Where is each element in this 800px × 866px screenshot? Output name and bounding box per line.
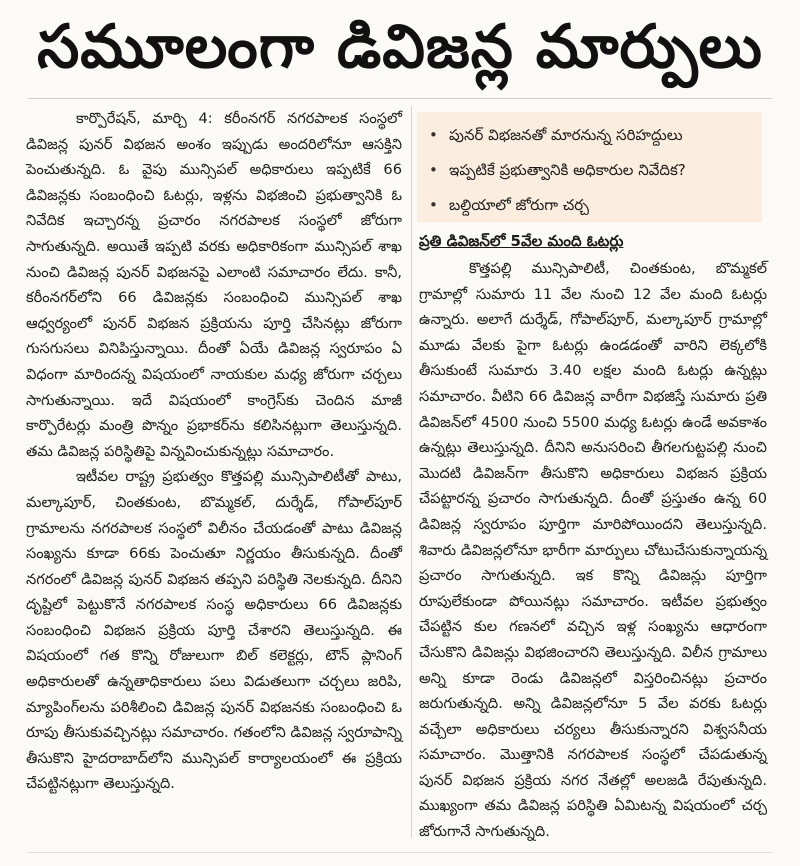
column-divider: [411, 106, 412, 838]
top-rule: [28, 98, 772, 99]
highlight-item: [425, 118, 754, 153]
highlights-box: [417, 112, 762, 222]
bullet-icon: •: [429, 161, 438, 179]
highlight-item: [425, 153, 754, 188]
article-paragraph: ఇటీవల రాష్ట్ర ప్రభుత్వం కొత్తపల్లి మున్సిపాలిటీతో పాటు, మల్కాపూర్, చింతకుంట, బొమ్మకల్, దుర్శేడ్, గోపాల్‌పూర్ గ్రామాలను నగరపాలక సంస్థలో విలీనం చేయడంతో పాటు డివిజన్ల సంఖ్యను కూడా 66కు పెంచుతూ నిర్ణయం తీసుకున్నది. దీంతో నగరంలో డివిజన్ల పునర్ విభజన తప్పని పరిస్థితి నెలకున్నది. దీనిని దృష్టిలో పెట్టుకొనే నగరపాలక సంస్థ అధికారులు 66 డివిజన్లకు సంబంధించి విభజన ప్రక్రియ పూర్తి చేశారని తెలుస్తున్నది. ఈ విషయంలో గత కొన్ని రోజులుగా బిల్ కలెక్టర్లు, టౌన్ ప్లానింగ్ అధికారులతో ఉన్నతాధికారులు పలు విడుతలుగా చర్చలు జరిపి, మ్యాపింగ్‌లను పరిశీలించి డివిజన్ల పునర్ విభజనకు సంబంధించి ఓ రూపు తీసుకువచ్చినట్లు సమాచారం. గతంలోని డివిజన్ల స్వరూపాన్ని తీసుకొని హైదరాబాద్‌లోని మున్సిపల్ కార్యాలయంలో ఈ ప్రక్రియ చేపట్టినట్లుగా తెలుస్తున్నది.: [26, 468, 402, 793]
headline: సమూలంగా డివిజన్ల మార్పులు: [37, 12, 763, 82]
highlight-text: బల్దియాలో జోరుగా చర్చ: [449, 196, 589, 214]
bullet-icon: •: [429, 196, 438, 214]
highlight-text: పునర్ విభజనతో మారనున్న సరిహద్దులు: [449, 126, 683, 144]
bullet-icon: •: [429, 126, 438, 144]
bottom-rule: [28, 852, 772, 853]
left-article-column: [26, 106, 402, 797]
highlights-list: [425, 118, 754, 223]
article-paragraph: కొత్తపల్లి మున్సిపాలిటీ, చింతకుంట, బొమ్మకల్ గ్రామాల్లో సుమారు 11 వేల నుంచి 12 వేల మంది ఓటర్లు ఉన్నారు. అలాగే దుర్శేడ్, గోపాల్‌పూర్, మల్కాపూర్ గ్రామాల్లో మూడు వేలకు పైగా ఓటర్లు ఉండడంతో వారిని లెక్కలోకి తీసుకుంటే సుమారు 3.40 లక్షల మంది ఓటర్లు ఉన్నట్లు సమాచారం. వీటిని 66 డివిజన్ల వారీగా విభజిస్తే సుమారు ప్రతి డివిజన్‌లో 4500 నుంచి 5500 మధ్య ఓటర్లు ఉండే అవకాశం ఉన్నట్లు తెలుస్తున్నది. దీనిని అనుసరించి తీగలగుట్టపల్లి నుంచి మొదటి డివిజన్‌గా తీసుకొని అధికారులు విభజన ప్రక్రియ చేపట్టారన్న ప్రచారం సాగుతున్నది. దీంతో ప్రస్తుతం ఉన్న 60 డివిజన్ల స్వరూపం పూర్తిగా మారిపోయిందని తెలుస్తున్నది. శివారు డివిజన్లలోనూ భారీగా మార్పులు చోటుచేసుకున్నాయన్న ప్రచారం సాగుతున్నది. ఇక కొన్ని డివిజన్లు పూర్తిగా రూపులేకుండా పోయినట్లు సమాచారం. ఇటీవల ప్రభుత్వం చేపట్టిన కుల గణనలో వచ్చిన ఇళ్ల సంఖ్యను ఆధారంగా చేసుకొని డివిజన్లు విభజించారని తెలుస్తున్నది. విలీన గ్రామాలు అన్ని కూడా రెండు డివిజన్లలో విస్తరించినట్లు ప్రచారం జరుగుతున్నది. అన్ని డివిజన్లలోనూ 5 వేల వరకు ఓటర్లు వచ్చేలా అధికారులు చర్యలు తీసుకున్నారని విశ్వసనీయ సమాచారం. మొత్తానికి నగరపాలక సంస్థలో చేపడుతున్న పునర్ విభజన ప్రక్రియ నగర నేతల్లో అలజడి రేపుతున్నది. ముఖ్యంగా తమ డివిజన్ల పరిస్థితి ఏమిటన్న విషయంలో చర్చ జోరుగానే సాగుతున్నది.: [419, 260, 767, 841]
article-paragraph: కార్పొరేషన్, మార్చి 4: కరీంనగర్ నగరపాలక సంస్థలో డివిజన్ల పునర్ విభజన అంశం ఇప్పుడు అందరిలోనూ ఆసక్తిని పెంచుతున్నది. ఓ వైపు మున్సిపల్ అధికారులు ఇప్పటికే 66 డివిజన్లకు సంబంధించి ఓటర్లు, ఇళ్లను విభజించి ప్రభుత్వానికి ఓ నివేదిక ఇచ్చారన్న ప్రచారం నగరపాలక సంస్థలో జోరుగా సాగుతున్నది. అయితే ఇప్పటి వరకు అధికారికంగా మున్సిపల్ శాఖ నుంచి డివిజన్ల పునర్ విభజనపై ఎలాంటి సమాచారం లేదు. కానీ, కరీంనగర్‌లోని 66 డివిజన్లకు సంబంధించి మున్సిపల్ శాఖ ఆధ్వర్యంలో పునర్ విభజన ప్రక్రియను పూర్తి చేసినట్లు జోరుగా గుసగుసలు వినిపిస్తున్నాయి. దీంతో ఏయే డివిజన్ల స్వరూపం ఏ విధంగా మారిందన్న విషయంలో నాయకుల మధ్య జోరుగా చర్చలు సాగుతున్నాయి. ఇదే విషయంలో కాంగ్రెస్‌కు చెందిన మాజీ కార్పొరేటర్లు మంత్రి పొన్నం ప్రభాకర్‌ను కలిసినట్లుగా తెలుస్తున్నది. తమ డివిజన్ల పరిస్థితిపై విన్నవించుకున్నట్లు సమాచారం.: [26, 110, 402, 460]
subheading: ప్రతి డివిజన్‌లో 5వేల మంది ఓటర్లు: [419, 232, 624, 250]
highlight-item: [425, 188, 754, 223]
highlight-text: ఇప్పటికే ప్రభుత్వానికి అధికారుల నివేదిక?: [449, 161, 686, 179]
right-article-column: [419, 256, 767, 845]
